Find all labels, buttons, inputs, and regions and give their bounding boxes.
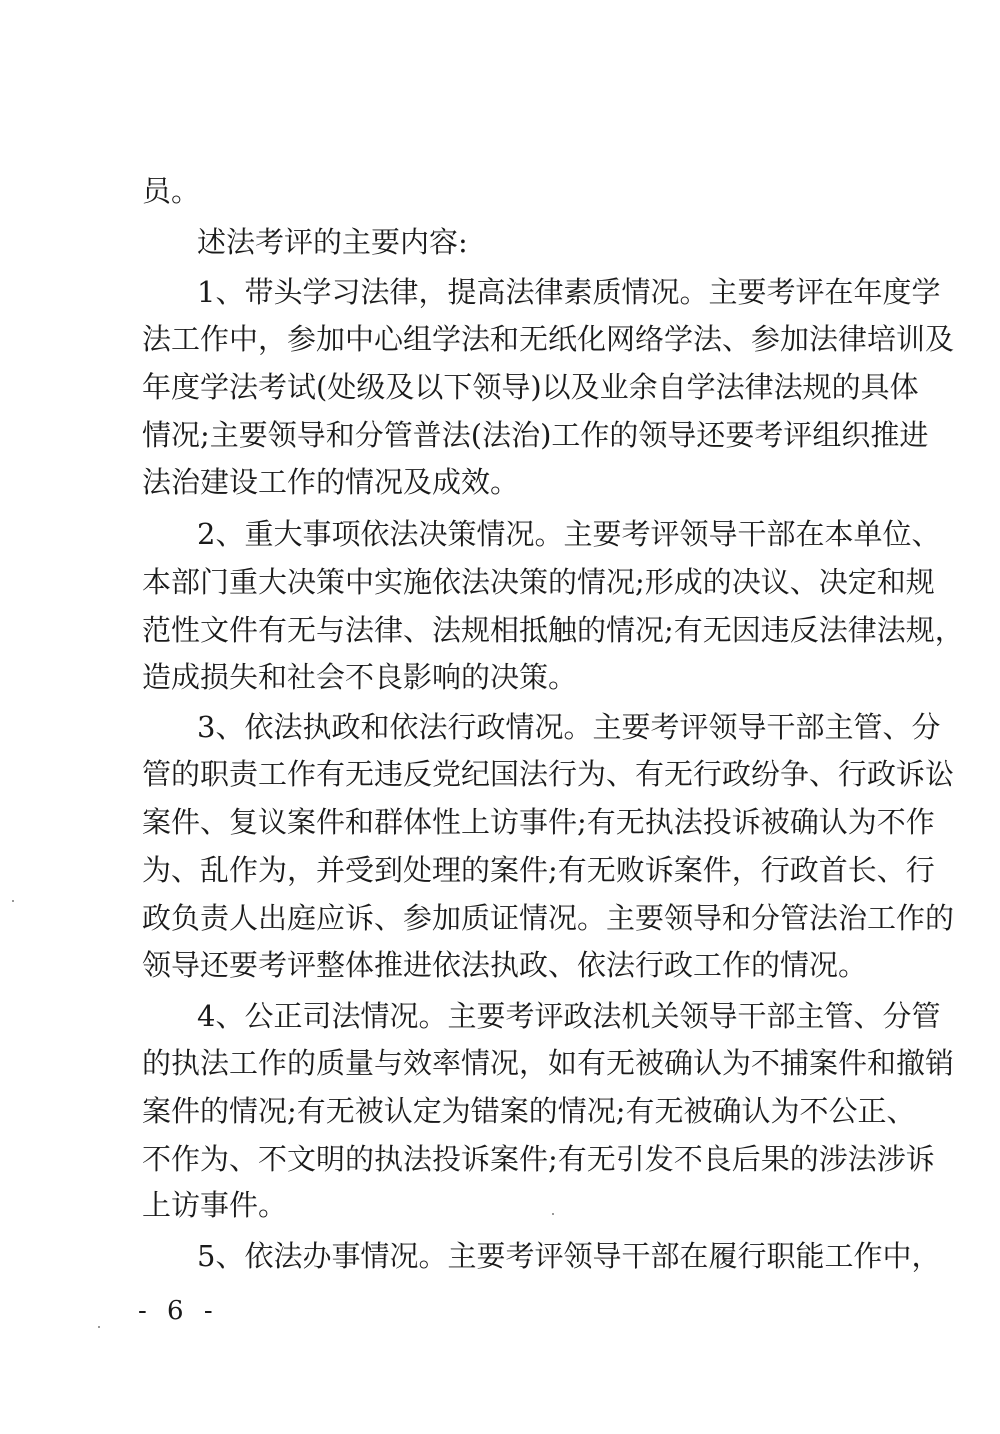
text-line-9: 本部门重大决策中实施依法决策的情况;形成的决议、决定和规: [142, 565, 935, 599]
text-line-7: 法治建设工作的情况及成效。: [142, 465, 520, 499]
text-line-18: 4、公正司法情况。主要考评政法机关领导干部主管、分管: [197, 999, 941, 1033]
text-line-20: 案件的情况;有无被认定为错案的情况;有无被确认为不公正、: [142, 1094, 916, 1128]
text-line-21: 不作为、不文明的执法投诉案件;有无引发不良后果的涉法涉诉: [142, 1142, 935, 1176]
text-line-2: 述法考评的主要内容:: [197, 225, 468, 259]
text-line-12: 3、依法执政和依法行政情况。主要考评领导干部主管、分: [197, 710, 941, 744]
text-line-14: 案件、复议案件和群体性上访事件;有无执法投诉被确认为不作: [142, 805, 935, 839]
text-line-19: 的执法工作的质量与效率情况，如有无被确认为不捕案件和撤销: [142, 1046, 955, 1080]
scan-speck: [552, 1213, 554, 1215]
text-line-1: 员。: [142, 174, 201, 208]
text-line-23: 5、依法办事情况。主要考评领导干部在履行职能工作中，: [197, 1239, 941, 1273]
text-line-22: 上访事件。: [142, 1188, 288, 1222]
text-line-4: 法工作中，参加中心组学法和无纸化网络学法、参加法律培训及: [142, 322, 955, 356]
text-line-17: 领导还要考评整体推进依法执政、依法行政工作的情况。: [142, 948, 868, 982]
text-line-16: 政负责人出庭应诉、参加质证情况。主要领导和分管法治工作的: [142, 901, 955, 935]
text-line-5: 年度学法考试(处级及以下领导)以及业余自学法律法规的具体: [142, 370, 919, 404]
text-line-3: 1、带头学习法律，提高法律素质情况。主要考评在年度学: [197, 275, 941, 309]
text-line-8: 2、重大事项依法决策情况。主要考评领导干部在本单位、: [197, 517, 941, 551]
text-line-6: 情况;主要领导和分管普法(法治)工作的领导还要考评组织推进: [142, 418, 929, 452]
text-line-15: 为、乱作为，并受到处理的案件;有无败诉案件，行政首长、行: [142, 853, 935, 887]
scan-speck: [12, 900, 14, 902]
scan-speck: [98, 1326, 100, 1328]
text-line-11: 造成损失和社会不良影响的决策。: [142, 660, 578, 694]
text-line-13: 管的职责工作有无违反党纪国法行为、有无行政纷争、行政诉讼: [142, 757, 955, 791]
page-number: - 6 -: [138, 1296, 219, 1326]
text-line-10: 范性文件有无与法律、法规相抵触的情况;有无因违反法律法规，: [142, 613, 964, 647]
